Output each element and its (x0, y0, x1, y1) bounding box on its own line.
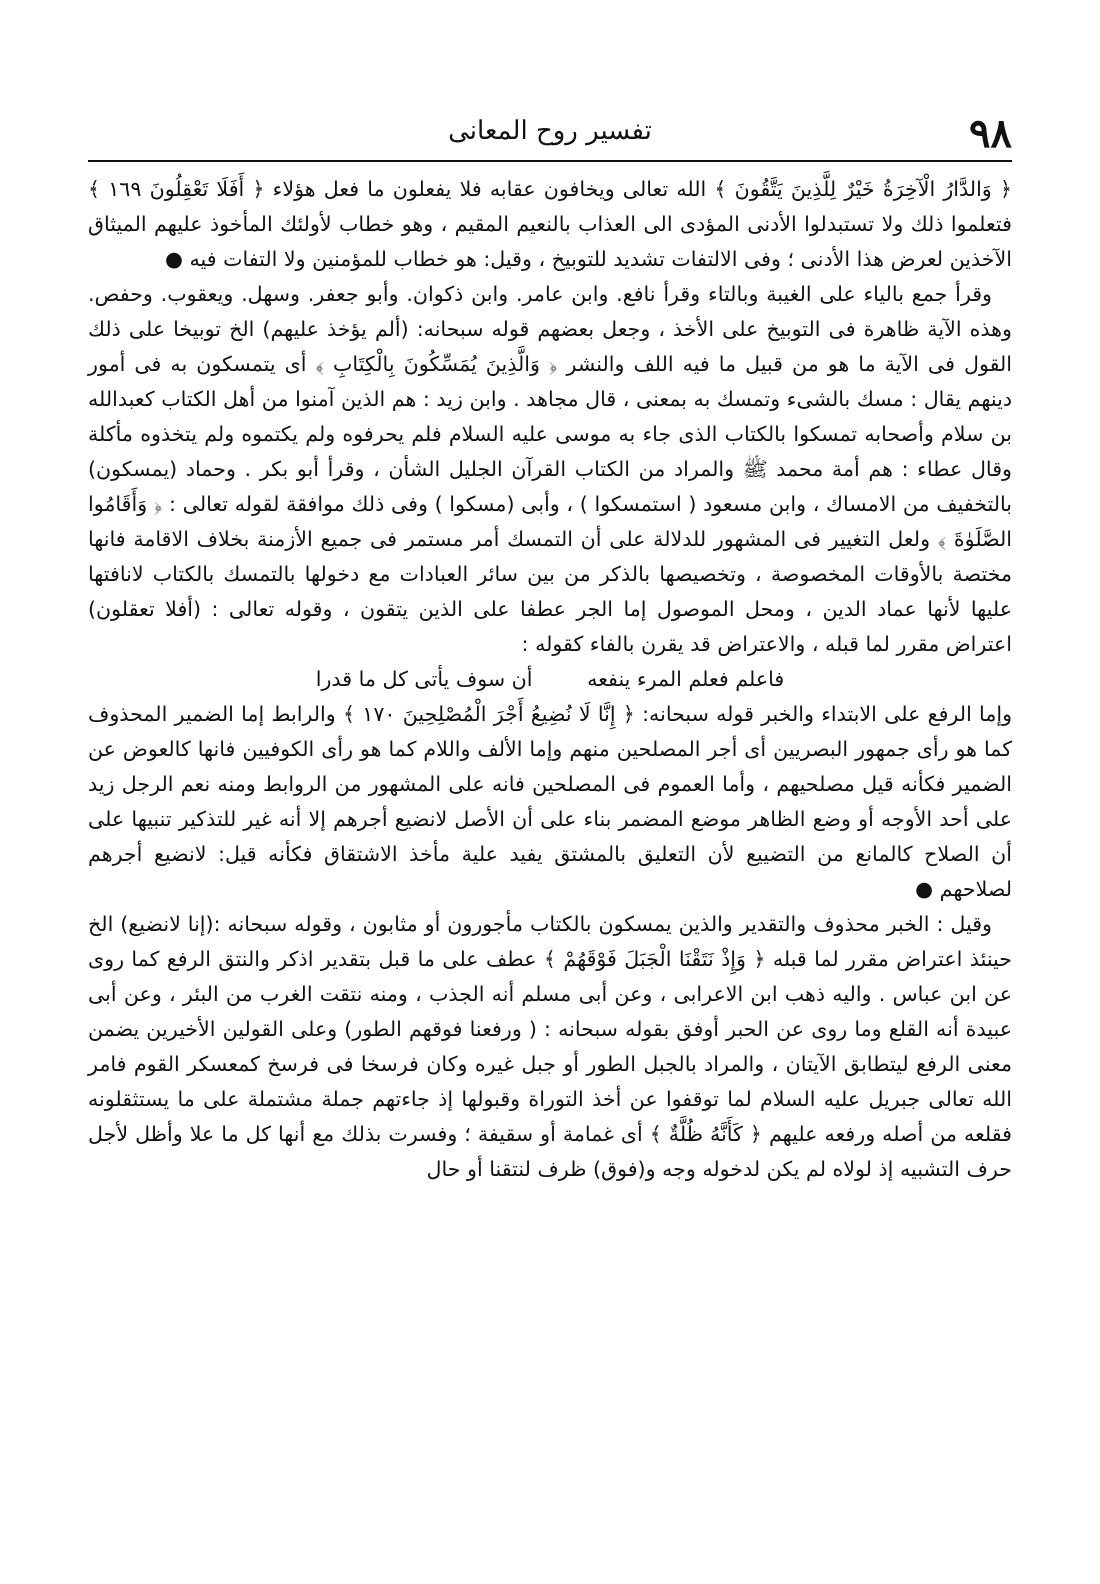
verse-second-hemistich: أن سوف يأتى كل ما قدرا (315, 667, 533, 691)
paragraph: وإما الرفع على الابتداء والخبر قوله سبحانه: ﴿ إِنَّا لَا نُضِيعُ أَجْرَ الْمُصْلِحِينَ ١٧٠ ﴾ والرابط إما الضمير المحذوف كما هو رأى جمهور البصريين أى أجر المصلحين منهم وإما الألف واللام كما هو رأى الكوفيين فانها كالعوض عن الضمير فكأنه قيل مصلحيهم ، وأما العموم فى المصلحين فانه على المشهور من الروابط ومنه نعم الرجل زيد على أحد الأوجه أو وضع الظاهر موضع المضمر بناء على أن الأصل لانضيع أجرهم إلا أنه غير للتذكير تنبيها على أن الصلاح كالمانع من التضييع لأن التعليق بالمشتق يفيد علية مأخذ الاشتقاق فكأنه قيل: لانضيع أجرهم لصلاحهم ● (88, 702, 1013, 901)
body-text (88, 172, 1012, 1187)
page-number: ٩٨ (969, 110, 1012, 157)
paragraph: ﴿ وَالدَّارُ الْآخِرَةُ خَيْرٌ لِلَّذِينَ يَتَّقُونَ ﴾ الله تعالى ويخافون عقابه فلا يفعلون ما فعل هؤلاء ﴿ أَفَلَا تَعْقِلُونَ ١٦٩ ﴾ فتعلموا ذلك ولا تستبدلوا الأدنى المؤدى الى العذاب بالنعيم المقيم ، وهو خطاب لأولئك المأخوذ عليهم الميثاق الآخذين لعرض هذا الأدنى ؛ وفى الالتفات تشديد للتوبيخ ، وقيل: هو خطاب للمؤمنين ولا التفات فيه ● (88, 177, 1012, 271)
paragraph: وقيل : الخبر محذوف والتقدير والذين يمسكون بالكتاب مأجورون أو مثابون ، وقوله سبحانه :(إنا لانضيع) الخ حينئذ اعتراض مقرر لما قبله ﴿ وَإِذْ نَتَقْنَا الْجَبَلَ فَوْقَهُمْ ﴾ عطف على ما قبل بتقدير اذكر والنتق الرفع كما روى عن ابن عباس . واليه ذهب ابن الاعرابى ، وعن أبى مسلم أنه الجذب ، ومنه نتقت الغرب من البئر ، وعن أبى عبيدة أنه القلع وما روى عن الحبر أوفق بقوله سبحانه : ( ورفعنا فوقهم الطور) وعلى القولين الأخيرين يضمن معنى الرفع ليتطابق الآيتان ، والمراد بالجبل الطور أو جبل غيره وكان فرسخا فى فرسخ كمعسكر القوم فامر الله تعالى جبريل عليه السلام لما توقفوا عن أخذ التوراة وقبولها إذ جاءتهم جملة مشتملة على ما يستثقلونه فقلعه من أصله ورفعه عليهم ﴿ كَأَنَّهُ ظُلَّةٌ ﴾ أى غمامة أو سقيفة ؛ وفسرت بذلك مع أنها كل ما علا وأظل لأجل حرف التشبيه إذ لولاه لم يكن لدخوله وجه و(فوق) ظرف لنتقنا أو حال (88, 912, 1012, 1181)
verse-first-hemistich: فاعلم فعلم المرء ينفعه (587, 667, 785, 691)
running-title: تفسير روح المعانى (448, 116, 652, 146)
page-header (88, 108, 1012, 162)
paragraph: وقرأ جمع بالياء على الغيبة وبالتاء وقرأ نافع. وابن عامر. وابن ذكوان. وأبو جعفر. وسهل. ويعقوب. وحفص. وهذه الآية ظاهرة فى التوبيخ على الأخذ ، وجعل بعضهم قوله سبحانه: (ألم يؤخذ عليهم) الخ توبيخا على ذلك القول فى الآية ما هو من قبيل ما فيه اللف والنشر ﴿ وَالَّذِينَ يُمَسِّكُونَ بِالْكِتَابِ ﴾ أى يتمسكون به فى أمور دينهم يقال : مسك بالشىء وتمسك به بمعنى ، قال مجاهد . وابن زيد : هم الذين آمنوا من أهل الكتاب كعبدالله بن سلام وأصحابه تمسكوا بالكتاب الذى جاء به موسى عليه السلام فلم يحرفوه ولم يكتموه ولم يتخذوه مأكلة وقال عطاء : هم أمة محمد ﷺ والمراد من الكتاب القرآن الجليل الشأن ، وقرأ أبو بكر . وحماد (يمسكون) بالتخفيف من الامساك ، وابن مسعود ( استمسكوا ) ، وأبى (مسكوا ) وفى ذلك موافقة لقوله تعالى : ﴿ وَأَقَامُوا الصَّلَوٰةَ ﴾ ولعل التغيير فى المشهور للدلالة على أن التمسك أمر مستمر فى جميع الأزمنة بخلاف الاقامة فانها مختصة بالأوقات المخصوصة ، وتخصيصها بالذكر من بين سائر العبادات مع دخولها بالتمسك بالكتاب لانافتها عليها لأنها عماد الدين ، ومحل الموصول إما الجر عطفا على الذين يتقون ، وقوله تعالى : (أفلا تعقلون) اعتراض مقرر لما قبله ، والاعتراض قد يقرن بالفاء كقوله : (88, 282, 1012, 656)
poetry-verse (88, 662, 1012, 697)
